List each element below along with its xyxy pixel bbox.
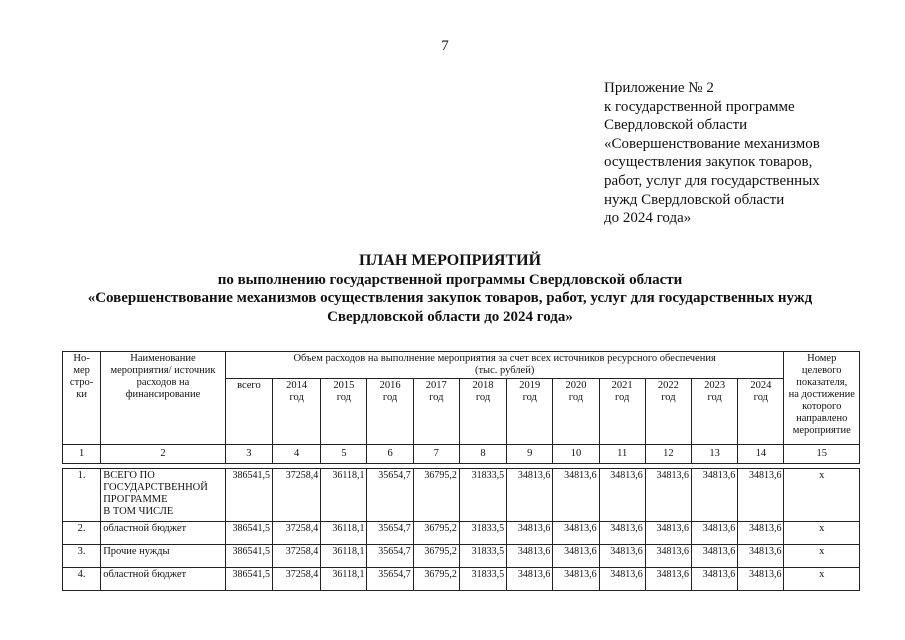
row-number: 3. (63, 545, 101, 568)
year-value: 34813,6 (692, 568, 738, 591)
year-value: 34813,6 (738, 568, 784, 591)
table-row (63, 545, 860, 568)
year-value: 36118,1 (321, 522, 367, 545)
title-line: ПЛАН МЕРОПРИЯТИЙ (358, 252, 542, 269)
column-index: 2 (101, 445, 226, 464)
header-expenses: Объем расходов на выполнение мероприятия за счет всех источников ресурсного обеспечения (тыс. рублей) (225, 352, 784, 379)
total-value: 386541,5 (225, 522, 272, 545)
year-value: 34813,6 (507, 568, 553, 591)
document-title (0, 252, 900, 326)
column-index: 12 (645, 445, 691, 464)
year-value: 34813,6 (738, 522, 784, 545)
header-year: 2022 год (645, 379, 691, 445)
year-value: 31833,5 (459, 522, 506, 545)
year-value: 37258,4 (273, 568, 321, 591)
year-value: 34813,6 (692, 469, 738, 522)
year-value: 34813,6 (553, 545, 599, 568)
year-value: 34813,6 (738, 545, 784, 568)
header-year: 2014 год (273, 379, 321, 445)
column-index: 3 (225, 445, 272, 464)
header-year: 2017 год (413, 379, 459, 445)
header-activity-name: Наименование мероприятия/ источник расходов на финансирование (101, 352, 226, 445)
header-target-indicator: Номер целевого показателя, на достижение которого направлено мероприятие (784, 352, 860, 445)
year-value: 34813,6 (507, 522, 553, 545)
year-value: 34813,6 (645, 522, 691, 545)
year-value: 34813,6 (507, 545, 553, 568)
column-index: 4 (273, 445, 321, 464)
year-value: 34813,6 (553, 469, 599, 522)
column-index: 10 (553, 445, 599, 464)
column-index: 9 (507, 445, 553, 464)
target-indicator: x (784, 522, 860, 545)
column-index-row (63, 445, 860, 464)
total-value: 386541,5 (225, 545, 272, 568)
column-index: 13 (692, 445, 738, 464)
appendix-line: до 2024 года» (604, 210, 692, 227)
year-value: 34813,6 (599, 568, 645, 591)
appendix-line: Свердловской области (604, 117, 748, 134)
year-value: 34813,6 (645, 469, 691, 522)
year-value: 35654,7 (367, 522, 413, 545)
activity-name: областной бюджет (101, 568, 226, 591)
activity-name: Прочие нужды (101, 545, 226, 568)
year-value: 34813,6 (692, 545, 738, 568)
year-value: 35654,7 (367, 545, 413, 568)
appendix-note (604, 79, 820, 228)
year-value: 31833,5 (459, 469, 506, 522)
year-value: 34813,6 (553, 568, 599, 591)
year-value: 36795,2 (413, 568, 459, 591)
year-value: 37258,4 (273, 522, 321, 545)
table-row (63, 469, 860, 522)
column-index: 14 (738, 445, 784, 464)
appendix-line: «Совершенствование механизмов (604, 135, 820, 152)
column-index: 6 (367, 445, 413, 464)
title-line: «Совершенствование механизмов осуществления закупок товаров, работ, услуг для государственных нужд (87, 290, 813, 307)
header-total: всего (225, 379, 272, 445)
total-value: 386541,5 (225, 568, 272, 591)
column-index: 7 (413, 445, 459, 464)
year-value: 36795,2 (413, 522, 459, 545)
target-indicator: x (784, 469, 860, 522)
year-value: 36118,1 (321, 568, 367, 591)
year-value: 36118,1 (321, 469, 367, 522)
year-value: 34813,6 (553, 522, 599, 545)
header-year: 2021 год (599, 379, 645, 445)
appendix-line: работ, услуг для государственных (604, 172, 820, 189)
target-indicator: x (784, 545, 860, 568)
activity-plan-table (62, 351, 860, 591)
header-year: 2015 год (321, 379, 367, 445)
title-line: Свердловской области до 2024 года» (327, 308, 573, 325)
column-index: 5 (321, 445, 367, 464)
appendix-line: к государственной программе (604, 98, 795, 115)
year-value: 34813,6 (599, 522, 645, 545)
year-value: 31833,5 (459, 545, 506, 568)
header-year: 2020 год (553, 379, 599, 445)
appendix-line: Приложение № 2 (604, 80, 714, 96)
appendix-line: осуществления закупок товаров, (604, 154, 813, 171)
table-row (63, 568, 860, 591)
header-year: 2016 год (367, 379, 413, 445)
column-index: 11 (599, 445, 645, 464)
year-value: 34813,6 (738, 469, 784, 522)
year-value: 36118,1 (321, 545, 367, 568)
appendix-line: нужд Свердловской области (604, 191, 785, 208)
header-year: 2019 год (507, 379, 553, 445)
row-number: 2. (63, 522, 101, 545)
page-number: 7 (441, 38, 449, 54)
year-value: 37258,4 (273, 545, 321, 568)
year-value: 34813,6 (507, 469, 553, 522)
activity-name: областной бюджет (101, 522, 226, 545)
header-year: 2024 год (738, 379, 784, 445)
column-index: 1 (63, 445, 101, 464)
header-year: 2023 год (692, 379, 738, 445)
year-value: 34813,6 (692, 522, 738, 545)
year-value: 35654,7 (367, 469, 413, 522)
row-number: 4. (63, 568, 101, 591)
title-line: по выполнению государственной программы Свердловской области (217, 271, 683, 288)
year-value: 35654,7 (367, 568, 413, 591)
year-value: 34813,6 (599, 469, 645, 522)
year-value: 36795,2 (413, 469, 459, 522)
year-value: 37258,4 (273, 469, 321, 522)
year-value: 31833,5 (459, 568, 506, 591)
year-value: 34813,6 (599, 545, 645, 568)
column-index: 8 (459, 445, 506, 464)
header-row-number: Но- мер стро- ки (63, 352, 101, 445)
activity-name: ВСЕГО ПО ГОСУДАРСТВЕННОЙ ПРОГРАММЕ В ТОМ ЧИСЛЕ (101, 469, 226, 522)
total-value: 386541,5 (225, 469, 272, 522)
year-value: 34813,6 (645, 568, 691, 591)
column-index: 15 (784, 445, 860, 464)
year-value: 36795,2 (413, 545, 459, 568)
header-year: 2018 год (459, 379, 506, 445)
target-indicator: x (784, 568, 860, 591)
year-value: 34813,6 (645, 545, 691, 568)
row-number: 1. (63, 469, 101, 522)
table-row (63, 522, 860, 545)
